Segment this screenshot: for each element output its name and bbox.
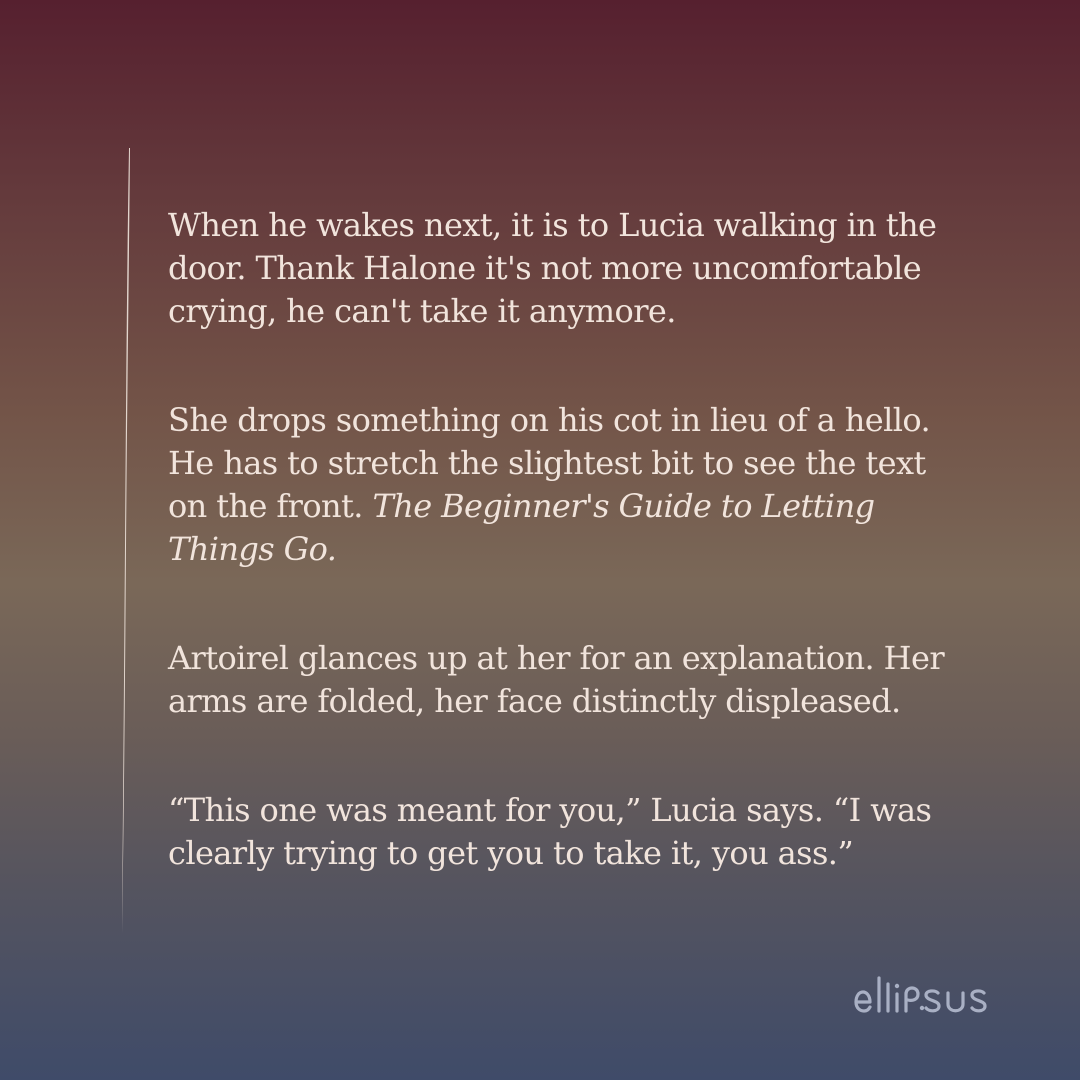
ellipsus-logo [852, 972, 1008, 1016]
story-text [168, 204, 968, 875]
paragraph-2 [168, 399, 968, 571]
decorative-vertical-line [114, 146, 134, 936]
paragraph-2-text: She drops something on his cot in lieu of a hello. He has to stretch the slightest bit to see the text on the front. [168, 401, 931, 525]
paragraph-3: Artoirel glances up at her for an explanation. Her arms are folded, her face distinctly displeased. [168, 639, 945, 720]
paragraph-4: “This one was meant for you,” Lucia says. “I was clearly trying to get you to take it, you ass.” [168, 791, 932, 872]
paragraph-1: When he wakes next, it is to Lucia walking in the door. Thank Halone it's not more uncomfortable crying, he can't take it anymore. [168, 206, 937, 330]
book-title: The Beginner's Guide to Letting Things Go. [168, 487, 875, 568]
